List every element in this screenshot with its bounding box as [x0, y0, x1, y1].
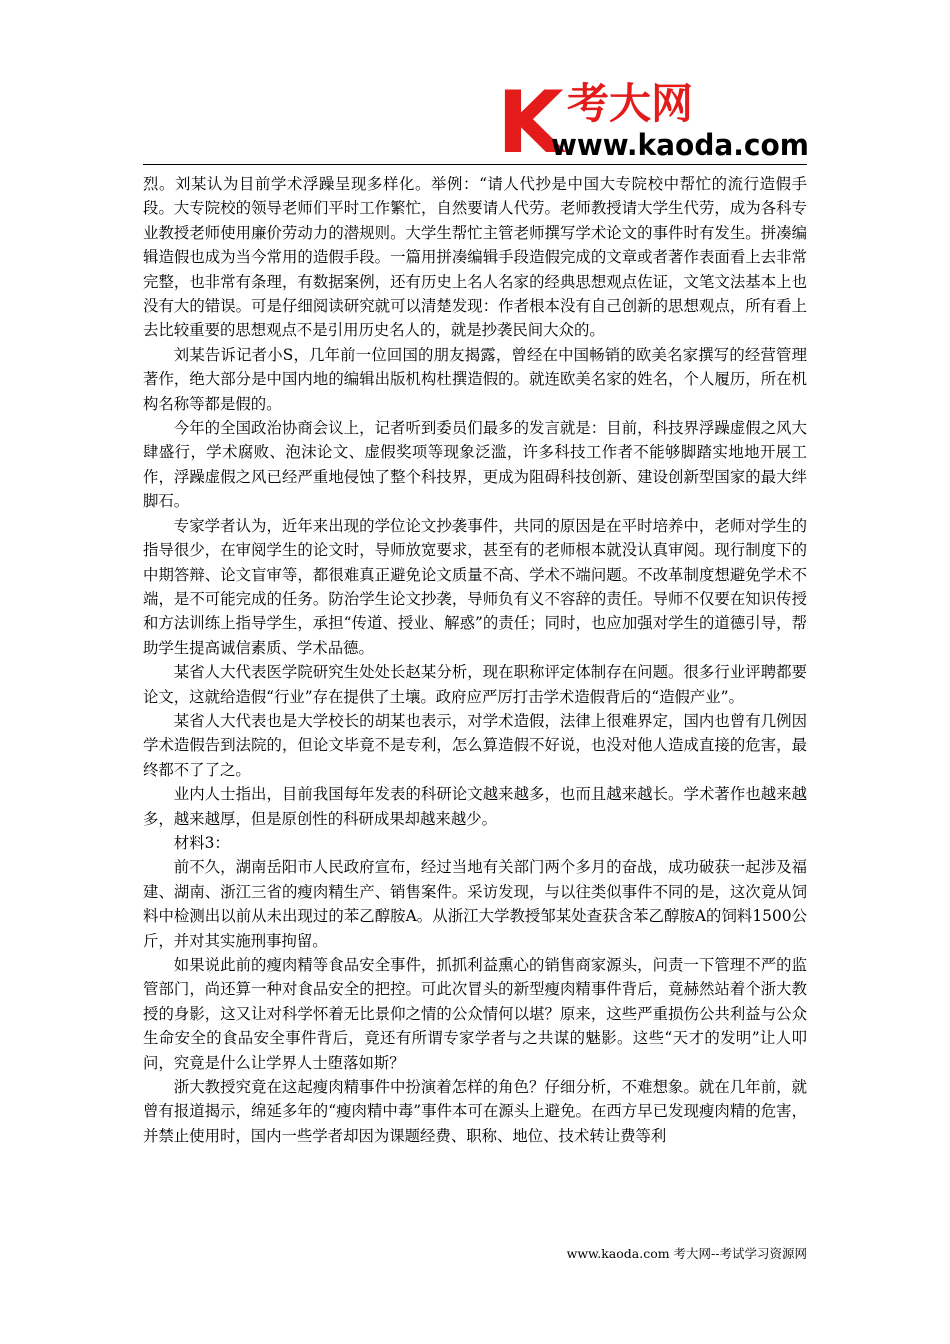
paragraph-8: 前不久，湖南岳阳市人民政府宣布，经过当地有关部门两个多月的奋战，成功破获一起涉及福建、湖南、浙江三省的瘦肉精生产、销售案件。采访发现，与以往类似事件不同的是，这次竟从饲料中检测出以前从未出现过的苯乙醇胺A。从浙江大学教授邹某处查获含苯乙醇胺A的饲料1500公斤，并对其实施刑事拘留。 — [143, 858, 807, 950]
header-divider — [143, 164, 807, 165]
section-heading-material-3: 材料3： — [173, 833, 230, 852]
logo-k-mark: K — [497, 78, 564, 160]
paragraph-6: 某省人大代表也是大学校长的胡某也表示，对学术造假，法律上很难界定，国内也曾有几例因学术造假告到法院的，但论文毕竟不是专利，怎么算造假不好说，也没对他人造成直接的危害，最终都不了了之。 — [143, 711, 807, 779]
paragraph-1: 烈。刘某认为目前学术浮躁呈现多样化。举例：“请人代抄是中国大专院校中帮忙的流行造假手段。大专院校的领导老师们平时工作繁忙，自然要请人代劳。老师教授请大学生代劳，成为各科专业教授老师使用廉价劳动力的潜规则。大学生帮忙主管老师撰写学术论文的事件时有发生。拼凑编辑造假也成为当今常用的造假手段。一篇用拼凑编辑手段造假完成的文章或者著作表面看上去非常完整，也非常有条理，有数据案例，还有历史上名人名家的经典思想观点佐证，文笔文法基本上也没有大的错误。可是仔细阅读研究就可以清楚发现：作者根本没有自己创新的思想观点，所有看上去比较重要的思想观点不是引用历史名人的，就是抄袭民间大众的。 — [143, 175, 807, 340]
kaoda-logo — [497, 78, 812, 160]
paragraph-3: 今年的全国政治协商会议上，记者听到委员们最多的发言就是：目前，科技界浮躁虚假之风大肆盛行，学术腐败、泡沫论文、虚假奖项等现象泛滥，许多科技工作者不能够脚踏实地地开展工作，浮躁虚假之风已经严重地侵蚀了整个科技界，更成为阻碍科技创新、建设创新型国家的最大绊脚石。 — [143, 419, 807, 511]
kaoda-logo-graphic — [497, 78, 812, 160]
paragraph-10: 浙大教授究竟在这起瘦肉精事件中扮演着怎样的角色？仔细分析，不难想象。就在几年前，就曾有报道揭示，绵延多年的“瘦肉精中毒”事件本可在源头上避免。在西方早已发现瘦肉精的危害，并禁止使用时，国内一些学者却因为课题经费、职称、地位、技术转让费等利 — [143, 1078, 807, 1145]
logo-url: www.kaoda.com — [551, 128, 809, 160]
logo-chinese-name: 考大网 — [567, 79, 694, 128]
paragraph-9: 如果说此前的瘦肉精等食品安全事件，抓抓利益熏心的销售商家源头，问责一下管理不严的监管部门，尚还算一种对食品安全的把控。可此次冒头的新型瘦肉精事件背后，竟赫然站着个浙大教授的身影，这又让对科学怀着无比景仰之情的公众情何以堪？原来，这些严重损伤公共利益与公众生命安全的食品安全事件背后，竟还有所谓专家学者与之共谋的魅影。这些“天才的发明”让人叩问，究竟是什么让学界人士堕落如斯？ — [143, 956, 807, 1072]
document-body — [143, 172, 807, 1148]
page-footer: www.kaoda.com 考大网--考试学习资源网 — [566, 1246, 807, 1261]
paragraph-7: 业内人士指出，目前我国每年发表的科研论文越来越多，也而且越来越长。学术著作也越来越多，越来越厚，但是原创性的科研成果却越来越少。 — [143, 785, 807, 828]
paragraph-2: 刘某告诉记者小S，几年前一位回国的朋友揭露，曾经在中国畅销的欧美名家撰写的经营管理著作，绝大部分是中国内地的编辑出版机构杜撰造假的。就连欧美名家的姓名，个人履历，所在机构名称等都是假的。 — [143, 345, 807, 413]
paragraph-5: 某省人大代表医学院研究生处处长赵某分析，现在职称评定体制存在问题。很多行业评聘都要论文，这就给造假“行业”存在提供了土壤。政府应严厉打击学术造假背后的“造假产业”。 — [143, 663, 807, 706]
paragraph-4: 专家学者认为，近年来出现的学位论文抄袭事件，共同的原因是在平时培养中，老师对学生的指导很少，在审阅学生的论文时，导师放宽要求，甚至有的老师根本就没认真审阅。现行制度下的中期答辩、论文盲审等，都很难真正避免论文质量不高、学术不端问题。不改革制度想避免学术不端，是不可能完成的任务。防治学生论文抄袭，导师负有义不容辞的责任。导师不仅要在知识传授和方法训练上指导学生，承担“传道、授业、解惑”的责任；同时，也应加强对学生的道德引导，帮助学生提高诚信素质、学术品德。 — [143, 516, 807, 657]
